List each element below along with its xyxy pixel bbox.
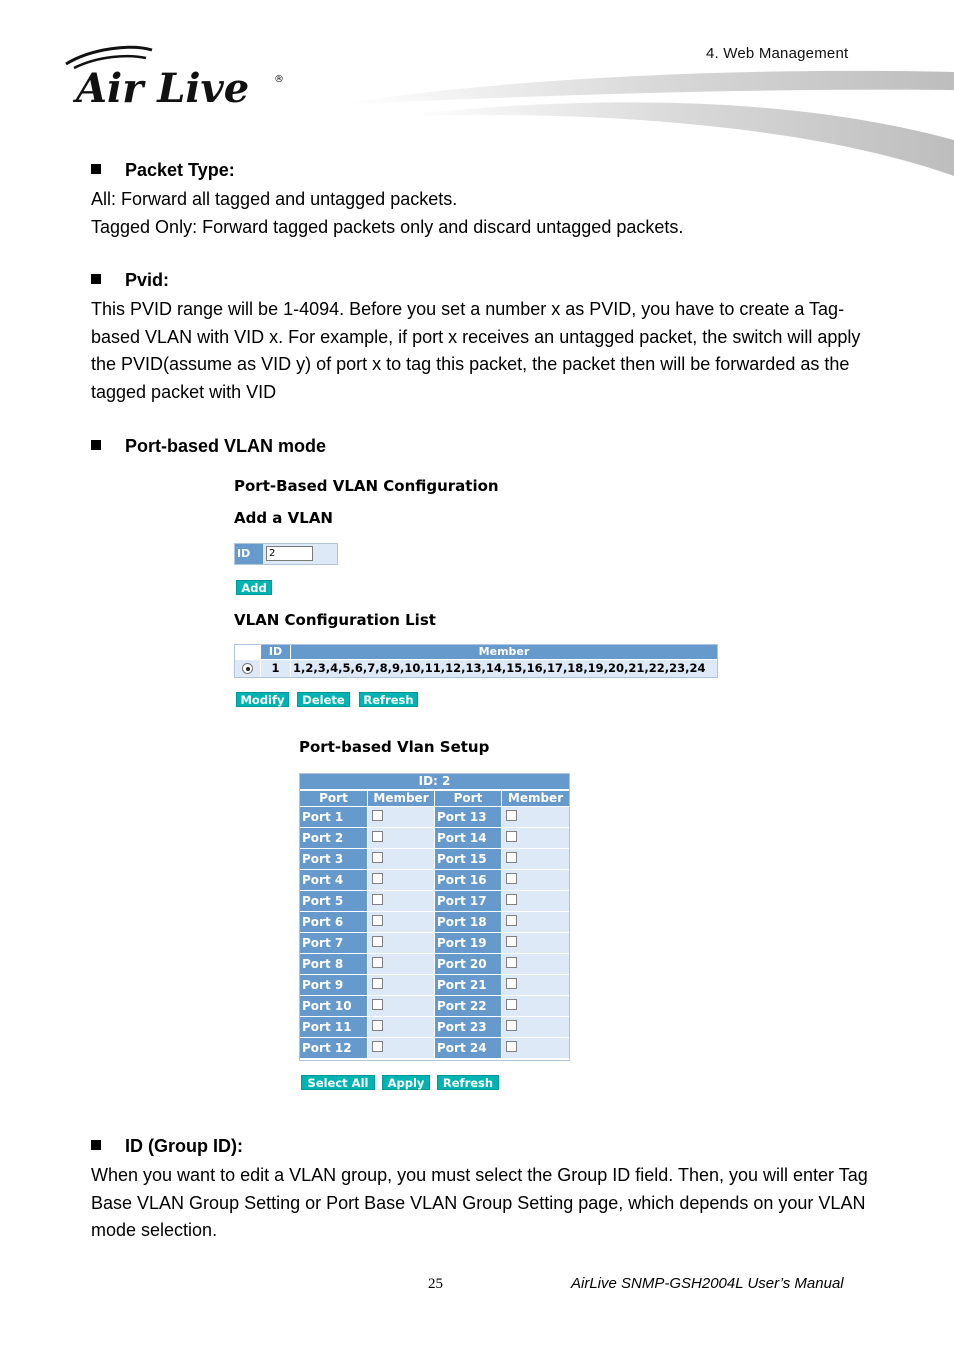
member-checkbox[interactable] xyxy=(372,957,383,968)
config-title: Port-Based VLAN Configuration xyxy=(234,477,499,495)
member-cell xyxy=(368,828,434,848)
member-checkbox[interactable] xyxy=(372,915,383,926)
port-label: Port 15 xyxy=(435,849,501,869)
member-checkbox[interactable] xyxy=(506,810,517,821)
packet-type-line-2: Tagged Only: Forward tagged packets only and discard untagged packets. xyxy=(91,217,684,237)
port-label: Port 17 xyxy=(435,891,501,911)
member-checkbox[interactable] xyxy=(372,810,383,821)
member-checkbox[interactable] xyxy=(372,852,383,863)
svg-text:®: ® xyxy=(274,74,284,85)
packet-type-heading: Packet Type: xyxy=(91,160,235,181)
logo-text: Air Live xyxy=(76,65,250,108)
port-setup-table xyxy=(299,773,570,1061)
port-label: Port 10 xyxy=(300,996,367,1016)
col-port-right: Port xyxy=(435,791,501,806)
member-checkbox[interactable] xyxy=(506,957,517,968)
member-checkbox[interactable] xyxy=(372,1020,383,1031)
member-cell xyxy=(368,870,434,890)
packet-type-line-1: All: Forward all tagged and untagged packets. xyxy=(91,189,458,209)
port-label: Port 14 xyxy=(435,828,501,848)
setup-id-header: ID: 2 xyxy=(300,774,569,789)
port-label: Port 21 xyxy=(435,975,501,995)
table-row-select xyxy=(235,660,260,677)
member-checkbox[interactable] xyxy=(372,894,383,905)
vlan-row-member: 1,2,3,4,5,6,7,8,9,10,11,12,13,14,15,16,17,18,19,20,21,22,23,24 xyxy=(291,660,717,677)
member-cell xyxy=(368,807,434,827)
member-checkbox[interactable] xyxy=(506,1020,517,1031)
member-checkbox[interactable] xyxy=(506,978,517,989)
member-cell xyxy=(368,891,434,911)
refresh-button[interactable]: Refresh xyxy=(359,692,418,707)
delete-button[interactable]: Delete xyxy=(297,692,350,707)
bullet-icon xyxy=(91,164,101,174)
member-checkbox[interactable] xyxy=(372,831,383,842)
member-cell xyxy=(502,849,569,869)
member-checkbox[interactable] xyxy=(506,1041,517,1052)
member-cell xyxy=(368,975,434,995)
add-vlan-form xyxy=(234,543,338,565)
member-cell xyxy=(502,891,569,911)
port-label: Port 20 xyxy=(435,954,501,974)
col-member-left: Member xyxy=(368,791,434,806)
port-label: Port 23 xyxy=(435,1017,501,1037)
apply-button[interactable]: Apply xyxy=(382,1075,430,1090)
member-cell xyxy=(502,912,569,932)
port-label: Port 18 xyxy=(435,912,501,932)
member-cell xyxy=(368,933,434,953)
add-button[interactable]: Add xyxy=(236,580,272,595)
port-label: Port 4 xyxy=(300,870,367,890)
bullet-icon xyxy=(91,274,101,284)
setup-refresh-button[interactable]: Refresh xyxy=(437,1075,499,1090)
member-checkbox[interactable] xyxy=(372,936,383,947)
list-header-member: Member xyxy=(291,645,717,659)
setup-title: Port-based Vlan Setup xyxy=(299,738,490,756)
member-checkbox[interactable] xyxy=(506,873,517,884)
port-label: Port 8 xyxy=(300,954,367,974)
member-checkbox[interactable] xyxy=(372,978,383,989)
member-checkbox[interactable] xyxy=(506,915,517,926)
port-label: Port 7 xyxy=(300,933,367,953)
port-label: Port 5 xyxy=(300,891,367,911)
vlan-1-radio[interactable] xyxy=(242,663,253,674)
member-cell xyxy=(368,1017,434,1037)
member-checkbox[interactable] xyxy=(506,936,517,947)
member-cell xyxy=(502,975,569,995)
port-label: Port 3 xyxy=(300,849,367,869)
member-checkbox[interactable] xyxy=(506,831,517,842)
member-cell xyxy=(368,996,434,1016)
modify-button[interactable]: Modify xyxy=(236,692,289,707)
col-member-right: Member xyxy=(502,791,569,806)
member-checkbox[interactable] xyxy=(372,873,383,884)
member-cell xyxy=(502,1017,569,1037)
header-swoosh xyxy=(350,68,954,180)
member-cell xyxy=(502,933,569,953)
select-all-button[interactable]: Select All xyxy=(301,1075,375,1090)
vlan-list-title: VLAN Configuration List xyxy=(234,611,436,629)
port-label: Port 6 xyxy=(300,912,367,932)
group-id-text: When you want to edit a VLAN group, you must select the Group ID field. Then, you will enter Tag Base VLAN Group Setting or Port Base VLAN Group Setting page, which depends on your VLAN mode selection. xyxy=(91,1165,868,1240)
member-cell xyxy=(502,954,569,974)
page-number: 25 xyxy=(428,1276,443,1292)
member-checkbox[interactable] xyxy=(372,999,383,1010)
member-cell xyxy=(368,912,434,932)
bullet-icon xyxy=(91,440,101,450)
pvid-heading: Pvid: xyxy=(91,270,169,291)
port-label: Port 12 xyxy=(300,1038,367,1058)
port-label: Port 19 xyxy=(435,933,501,953)
port-label: Port 2 xyxy=(300,828,367,848)
member-cell xyxy=(502,996,569,1016)
pvid-text: This PVID range will be 1-4094. Before you set a number x as PVID, you have to create a Tag-based VLAN with VID x. For example, if port x receives an untagged packet, the switch will apply the PVID(assume as VID y) of port x to tag this packet, the packet then will be forwarded as the tagged packet with VID xyxy=(91,299,861,402)
port-label: Port 22 xyxy=(435,996,501,1016)
id-label: ID xyxy=(235,544,263,564)
list-header-id: ID xyxy=(261,645,290,659)
vlan-row-id: 1 xyxy=(261,660,290,677)
col-port-left: Port xyxy=(300,791,367,806)
port-label: Port 11 xyxy=(300,1017,367,1037)
member-cell xyxy=(368,1038,434,1058)
vlan-list-table xyxy=(234,644,718,678)
bullet-icon xyxy=(91,1140,101,1150)
port-label: Port 1 xyxy=(300,807,367,827)
add-vlan-title: Add a VLAN xyxy=(234,509,333,527)
member-cell xyxy=(368,954,434,974)
member-checkbox[interactable] xyxy=(506,894,517,905)
member-cell xyxy=(502,807,569,827)
member-checkbox[interactable] xyxy=(372,1041,383,1052)
airlive-logo xyxy=(62,44,292,108)
port-based-heading: Port-based VLAN mode xyxy=(91,436,326,457)
manual-title: AirLive SNMP-GSH2004L User’s Manual xyxy=(571,1275,844,1292)
port-label: Port 9 xyxy=(300,975,367,995)
member-cell xyxy=(368,849,434,869)
port-label: Port 13 xyxy=(435,807,501,827)
member-checkbox[interactable] xyxy=(506,852,517,863)
member-cell xyxy=(502,828,569,848)
member-checkbox[interactable] xyxy=(506,999,517,1010)
group-id-heading: ID (Group ID): xyxy=(91,1136,243,1157)
vlan-id-input[interactable] xyxy=(266,546,313,561)
member-cell xyxy=(502,870,569,890)
chapter-title: 4. Web Management xyxy=(706,45,849,62)
port-label: Port 24 xyxy=(435,1038,501,1058)
port-label: Port 16 xyxy=(435,870,501,890)
member-cell xyxy=(502,1038,569,1058)
